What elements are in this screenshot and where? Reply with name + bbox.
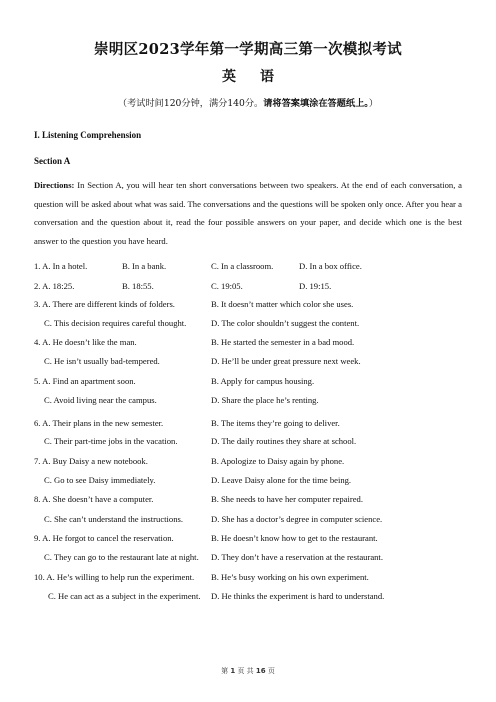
directions-label: Directions:	[34, 180, 75, 190]
question-row	[34, 318, 464, 332]
option-a: 9. A. He forgot to cancel the reservation.	[34, 533, 174, 543]
option-b: B. It doesn’t matter which color she uses.	[211, 299, 354, 309]
question-row	[34, 261, 464, 275]
question-row	[34, 456, 464, 470]
question-row	[34, 418, 464, 432]
question-row	[34, 475, 464, 489]
question-row	[34, 281, 464, 295]
option-a: 1. A. In a hotel.	[34, 261, 88, 271]
question-row	[34, 395, 464, 409]
question-row	[34, 552, 464, 566]
option-d: D. The daily routines they share at school.	[211, 436, 357, 446]
footer-pre: 第	[221, 667, 229, 675]
subject-title: 英语	[222, 69, 298, 85]
option-d: D. The color shouldn’t suggest the content.	[211, 318, 360, 328]
option-a: 7. A. Buy Daisy a new notebook.	[34, 456, 148, 466]
footer-post: 页	[267, 667, 275, 675]
option-d: D. He thinks the experiment is hard to understand.	[211, 591, 385, 601]
option-d: D. In a box office.	[299, 261, 362, 271]
option-c: C. Go to see Daisy immediately.	[44, 475, 156, 485]
option-c: C. 19:05.	[211, 281, 243, 291]
page-number: 1	[230, 667, 236, 675]
question-row	[34, 299, 464, 313]
option-d: D. They don’t have a reservation at the restaurant.	[211, 552, 383, 562]
note-close: ）	[368, 98, 379, 109]
option-b: B. He doesn’t know how to get to the restaurant.	[211, 533, 378, 543]
directions-paragraph	[34, 176, 462, 250]
question-row	[34, 533, 464, 547]
option-c: C. He isn’t usually bad-tempered.	[44, 356, 160, 366]
option-c: C. In a classroom.	[211, 261, 274, 271]
option-b: B. Apply for campus housing.	[211, 376, 315, 386]
footer-mid: 页 共	[237, 667, 254, 675]
question-row	[34, 591, 464, 605]
option-c: C. Avoid living near the campus.	[44, 395, 157, 405]
option-b: B. He’s busy working on his own experiment.	[211, 572, 369, 582]
question-row	[34, 572, 464, 586]
directions-text: In Section A, you will hear ten short conversations between two speakers. At the end of each conversation, a question will be asked about what was said. The conversations and the questions will be spoken only once. After you hear a conversation and the question about it, read the four possible answers on your paper, and decide which one is the best answer to the question you have heard.	[34, 180, 462, 246]
option-a: 6. A. Their plans in the new semester.	[34, 418, 164, 428]
question-row	[34, 356, 464, 370]
question-row	[34, 494, 464, 508]
exam-title: 崇明区2023学年第一学期高三第一次模拟考试	[94, 41, 402, 58]
option-a: 10. A. He’s willing to help run the experiment.	[34, 572, 195, 582]
option-c: C. This decision requires careful thought.	[44, 318, 187, 328]
option-c: C. They can go to the restaurant late at night.	[44, 552, 199, 562]
option-d: D. Leave Daisy alone for the time being.	[211, 475, 352, 485]
note-bold-text: 请将答案填涂在答题纸上。	[263, 98, 369, 109]
option-a: 3. A. There are different kinds of folders.	[34, 299, 175, 309]
option-d: D. He’ll be under great pressure next week.	[211, 356, 361, 366]
option-c: C. Their part-time jobs in the vacation.	[44, 436, 178, 446]
option-c: C. He can act as a subject in the experiment.	[48, 591, 201, 601]
page-total: 16	[255, 667, 266, 675]
option-a: 8. A. She doesn’t have a computer.	[34, 494, 154, 504]
question-row	[34, 376, 464, 390]
option-a: 5. A. Find an apartment soon.	[34, 376, 136, 386]
option-c: C. She can’t understand the instructions.	[44, 514, 183, 524]
option-b: B. Apologize to Daisy again by phone.	[211, 456, 345, 466]
part-heading: I. Listening Comprehension	[34, 130, 142, 140]
note-text: （考试时间120分钟，满分140分。	[117, 98, 264, 109]
option-b: B. In a bank.	[122, 261, 167, 271]
option-b: B. The items they’re going to deliver.	[211, 418, 340, 428]
option-d: D. She has a doctor’s degree in computer science.	[211, 514, 383, 524]
page-footer	[0, 666, 496, 676]
question-row	[34, 514, 464, 528]
question-row	[34, 337, 464, 351]
exam-note	[0, 95, 496, 109]
option-b: B. She needs to have her computer repaired.	[211, 494, 364, 504]
option-b: B. 18:55.	[122, 281, 154, 291]
option-a: 4. A. He doesn’t like the man.	[34, 337, 137, 347]
option-d: D. Share the place he’s renting.	[211, 395, 319, 405]
option-a: 2. A. 18:25.	[34, 281, 75, 291]
section-heading: Section A	[34, 156, 71, 166]
option-d: D. 19:15.	[299, 281, 332, 291]
question-row	[34, 436, 464, 450]
option-b: B. He started the semester in a bad mood.	[211, 337, 355, 347]
